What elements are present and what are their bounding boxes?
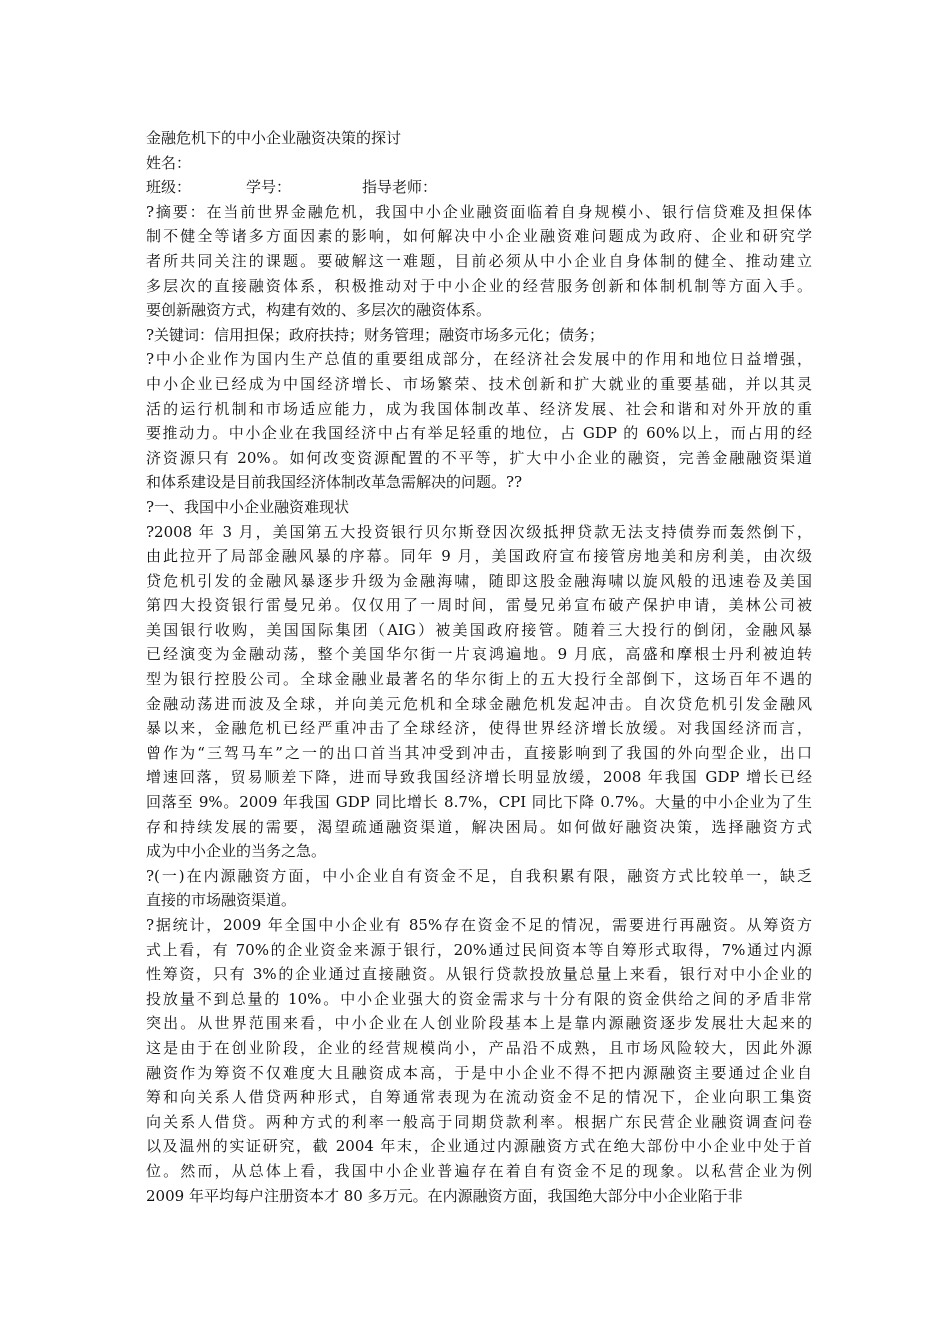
text-line: 已经演变为金融动荡，整个美国华尔街一片哀鸿遍地。9 月底，高盛和摩根士丹利被迫转 (146, 645, 812, 664)
paragraph-abstract (146, 200, 812, 323)
text-line: 投放量不到总量的 10%。中小企业强大的资金需求与十分有限的资金供给之间的矛盾非常 (146, 989, 812, 1008)
document-title: 金融危机下的中小企业融资决策的探讨 (146, 129, 402, 147)
text-line: 活的运行机制和市场适应能力，成为我国体制改革、经济发展、社会和谐和对外开放的重 (146, 399, 812, 418)
paragraphs-container (146, 200, 812, 1208)
paragraph-section1-body (146, 520, 812, 864)
text-line: 向关系人借贷。两种方式的利率一般高于同期贷款利率。根据广东民营企业融资调查问卷 (146, 1112, 812, 1131)
text-line: 由此拉开了局部金融风暴的序幕。同年 9 月，美国政府宣布接管房地美和房利美，由次级 (146, 547, 812, 566)
text-line: ?据统计，2009 年全国中小企业有 85%存在资金不足的情况，需要进行再融资。从筹资方 (146, 916, 812, 934)
text-line: 2009 年平均每户注册资本才 80 多万元。在内源融资方面，我国绝大部分中小企业陷于非 (146, 1186, 743, 1205)
advisor-field-label: 指导老师： (362, 178, 438, 197)
text-line: 以及温州的实证研究，截 2004 年末，企业通过内源融资方式在绝大部份中小企业中处于首 (146, 1137, 812, 1156)
paragraph-subsection1 (146, 864, 812, 913)
text-line: ?摘要：在当前世界金融危机，我国中小企业融资面临着自身规模小、银行信贷难及担保体 (146, 202, 812, 221)
text-line: ?中小企业作为国内生产总值的重要组成部分，在经济社会发展中的作用和地位日益增强， (146, 350, 812, 369)
text-line: 型为银行控股公司。全球金融业最著名的华尔街上的五大投行全部倒下，这场百年不遇的 (146, 670, 812, 689)
text-line: 多层次的直接融资体系，积极推动对于中小企业的经营服务创新和体制机制等方面入手。 (146, 276, 812, 295)
text-line: 制不健全等诸多方面因素的影响，如何解决中小企业融资难问题成为政府、企业和研究学 (146, 227, 812, 246)
text-line: 者所共同关注的课题。要破解这一难题，目前必须从中小企业自身体制的健全、推动建立 (146, 251, 812, 270)
text-line: 这是由于在创业阶段，企业的经营规模尚小，产品沿不成熟，且市场风险较大，因此外源 (146, 1038, 812, 1057)
text-line: 济资源只有 20%。如何改变资源配置的不平等，扩大中小企业的融资，完善金融融资渠道 (146, 448, 812, 467)
text-line: 位。然而，从总体上看，我国中小企业普遍存在着自有资金不足的现象。以私营企业为例 (146, 1161, 812, 1180)
text-line: ?(一)在内源融资方面，中小企业自有资金不足，自我积累有限，融资方式比较单一，缺乏 (146, 866, 812, 885)
text-line: 金融动荡进而波及全球，并向美元危机和全球金融危机发起冲击。自次贷危机引发金融风 (146, 694, 812, 713)
text-line: 曾作为“三驾马车”之一的出口首当其冲受到冲击，直接影响到了我国的外向型企业，出口 (146, 743, 812, 762)
text-line: 存和持续发展的需要，渴望疏通融资渠道，解决困局。如何做好融资决策，选择融资方式 (146, 817, 812, 836)
paragraph-section1-heading (146, 495, 812, 520)
text-line: 美国银行收购，美国国际集团（AIG）被美国政府接管。随着三大投行的倒闭，金融风暴 (146, 620, 812, 639)
document-body (146, 126, 812, 1208)
text-line: 贷危机引发的金融风暴逐步升级为金融海啸，随即这股金融海啸以旋风般的迅速卷及美国 (146, 571, 812, 590)
text-line: 筹和向关系人借贷两种形式，自筹通常表现为在流动资金不足的情况下，企业向职工集资 (146, 1088, 812, 1107)
text-line: 增速回落，贸易顺差下降，进而导致我国经济增长明显放缓，2008 年我国 GDP 增长已经 (146, 768, 812, 787)
text-line: 突出。从世界范围来看，中小企业在人创业阶段基本上是靠内源融资逐步发展壮大起来的 (146, 1014, 812, 1033)
text-line: 直接的市场融资渠道。 (146, 891, 297, 910)
text-line: 要创新融资方式，构建有效的、多层次的融资体系。 (146, 301, 492, 320)
text-line: 式上看，有 70%的企业资金来源于银行，20%通过民间资本等自筹形式取得，7%通过内源 (146, 940, 812, 959)
paragraph-keywords (146, 323, 812, 348)
text-line: 成为中小企业的当务之急。 (146, 842, 327, 861)
meta-line (146, 175, 812, 200)
text-line: ?关键词：信用担保；政府扶持；财务管理；融资市场多元化；债务； (146, 325, 605, 344)
paragraph-intro (146, 347, 812, 495)
text-line: 回落至 9%。2009 年我国 GDP 同比增长 8.7%，CPI 同比下降 0.7%。大量的中小企业为了生 (146, 793, 812, 812)
student-id-field-label: 学号： (246, 178, 292, 197)
text-line: ?2008 年 3 月，美国第五大投资银行贝尔斯登因次级抵押贷款无法支持债券而轰然倒下， (146, 522, 812, 541)
class-field-label: 班级： (146, 178, 192, 197)
name-field-label: 姓名： (146, 153, 192, 172)
paragraph-subsection1-body (146, 913, 812, 1208)
text-line: 第四大投资银行雷曼兄弟。仅仅用了一周时间，雷曼兄弟宣布破产保护申请，美林公司被 (146, 596, 812, 615)
text-line: 和体系建设是目前我国经济体制改革急需解决的问题。?? (146, 473, 523, 492)
text-line: 要推动力。中小企业在我国经济中占有举足轻重的地位，占 GDP 的 60%以上，而占用的经 (146, 424, 812, 443)
text-line: ?一、我国中小企业融资难现状 (146, 497, 350, 516)
text-line: 融资作为筹资不仅难度大且融资成本高，于是中小企业不得不把内源融资主要通过企业自 (146, 1063, 812, 1082)
text-line: 中小企业已经成为中国经济增长、市场繁荣、技术创新和扩大就业的重要基础，并以其灵 (146, 374, 812, 393)
text-line: 性筹资，只有 3%的企业通过直接融资。从银行贷款投放量总量上来看，银行对中小企业的 (146, 965, 812, 984)
text-line: 暴以来，金融危机已经严重冲击了全球经济，使得世界经济增长放缓。对我国经济而言， (146, 719, 812, 738)
